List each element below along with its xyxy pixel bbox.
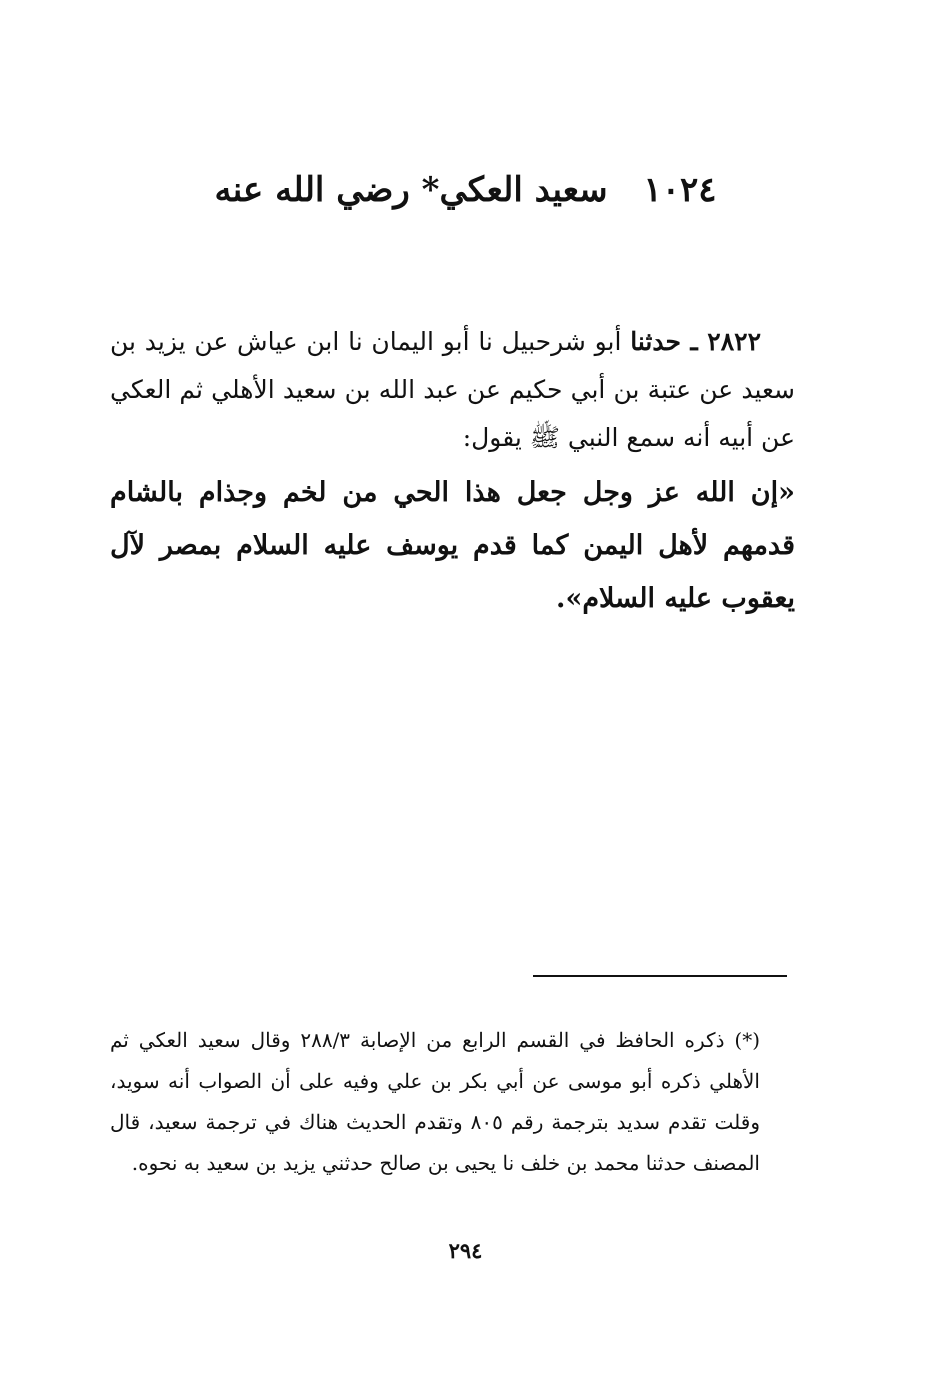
footnote: (*) ذكره الحافظ في القسم الرابع من الإصابة ٢٨٨/٣ وقال سعيد العكي ثم الأهلي ذكره أبو موسى عن أبي بكر بن علي وفيه على أن الصواب أنه سويد، وقلت تقدم سديد بترجمة رقم ٨٠٥ وتقدم الحديث هناك في ترجمة سعيد، قال المصنف حدثنا محمد بن خلف نا يحيى بن صالح حدثني يزيد بن سعيد به نحوه. (110, 1028, 760, 1175)
entry-title: سعيد العكي* رضي الله عنه (214, 170, 608, 210)
hadith-block (110, 318, 795, 625)
hadith-isnad (110, 318, 795, 462)
entry-heading (0, 160, 931, 220)
hadith-chain: أبو شرحبيل نا أبو اليمان نا ابن عياش عن يزيد بن سعيد عن عتبة بن أبي حكيم عن عبد الله بن سعيد الأهلي ثم العكي عن أبيه أنه سمع النبي ﷺ يقول: (110, 327, 795, 452)
footnote-separator (533, 975, 787, 977)
entry-number: ١٠٢٤ (643, 170, 717, 210)
hadith-number-lead: ٢٨٢٢ ـ حدثنا (630, 327, 761, 356)
hadith-matn: «إن الله عز وجل جعل هذا الحي من لخم وجذام بالشام قدمهم لأهل اليمن كما قدم يوسف عليه السلام بمصر لآل يعقوب عليه السلام». (110, 477, 795, 614)
page-number: ٢٩٤ (448, 1238, 483, 1263)
